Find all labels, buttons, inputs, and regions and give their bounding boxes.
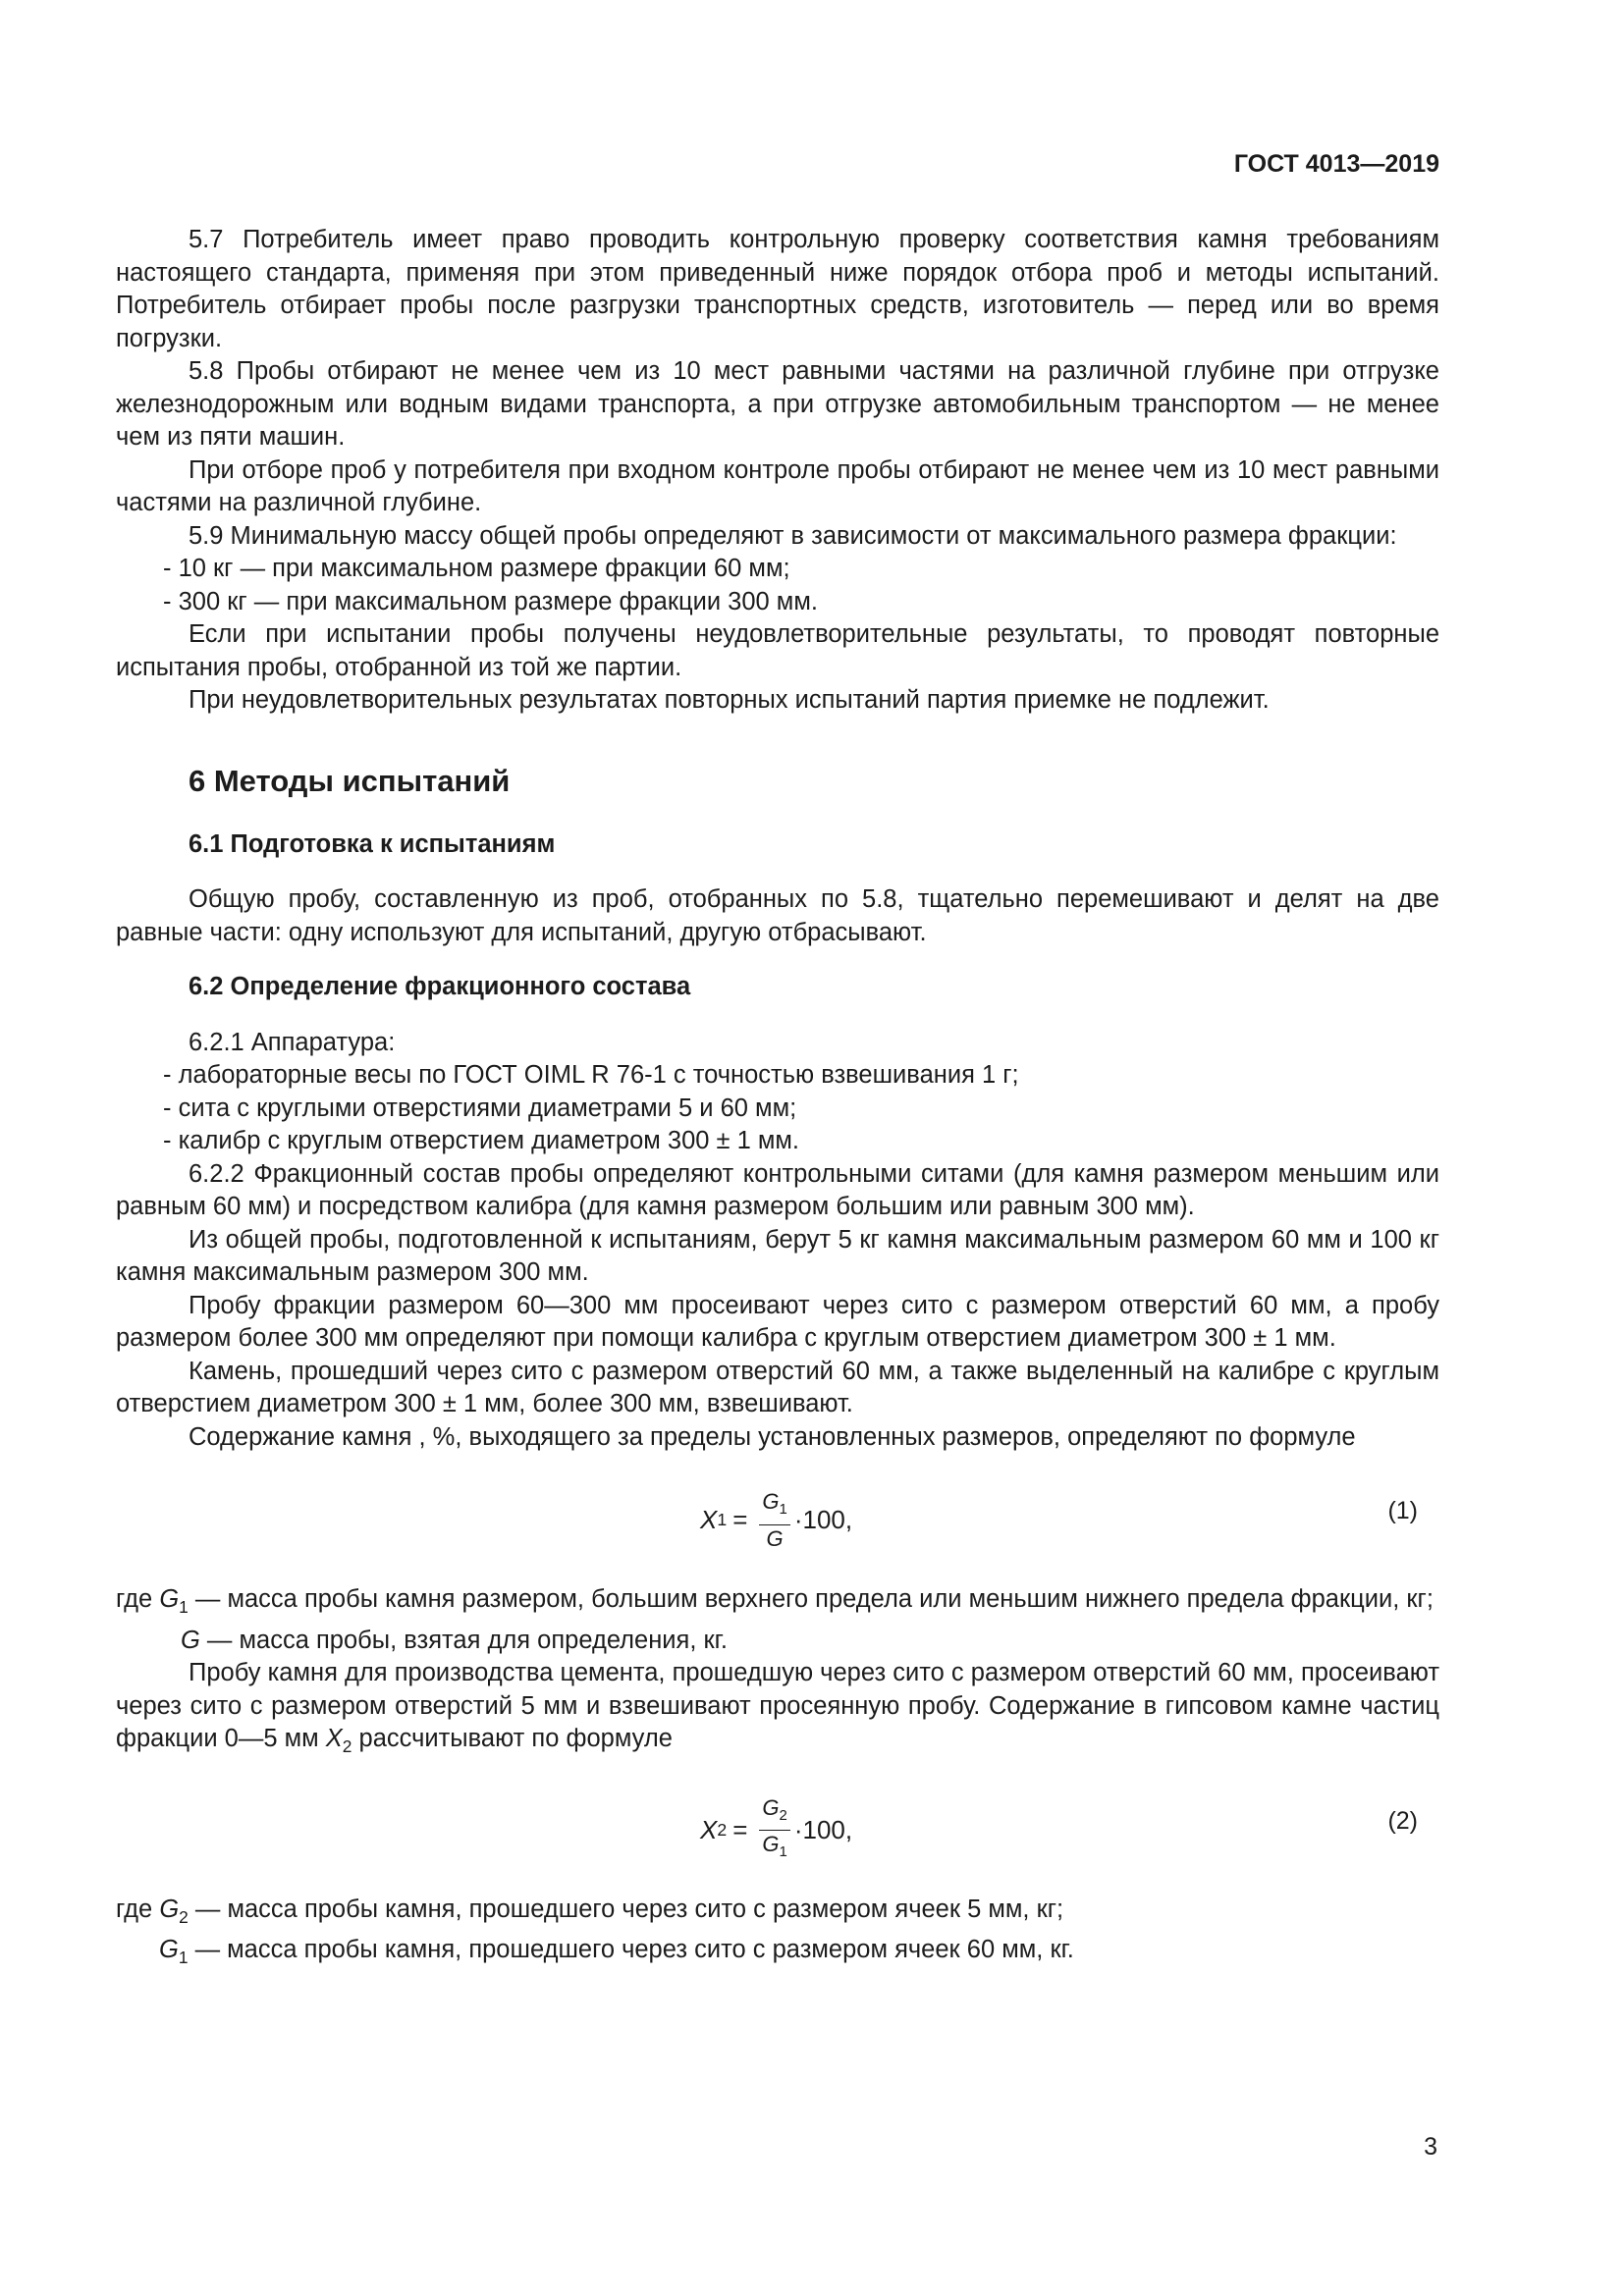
document-code-header: ГОСТ 4013—2019 bbox=[1233, 150, 1439, 178]
equipment-item-scales: - лабораторные весы по ГОСТ OIML R 76-1 с точностью взвешивания 1 г; bbox=[163, 1061, 1019, 1089]
paragraph-5-8-continued: При отборе проб у потребителя при входном контроле пробы отбирают не менее чем из 10 мест равными частями на различной глубине. bbox=[116, 455, 1439, 516]
where-1-text-g1: — масса пробы камня размером, большим верхнего предела или меньшим нижнего предела фракции, кг; bbox=[188, 1585, 1434, 1613]
where-1-var-g2: G bbox=[181, 1626, 200, 1654]
formula-1-where-g bbox=[116, 1625, 1439, 1658]
formula-1-lhs-sub: 1 bbox=[717, 1510, 728, 1530]
formula-1-denominator: G bbox=[766, 1525, 784, 1551]
paragraph-6-2-2-sieving: Пробу фракции размером 60—300 мм просеивают через сито с размером отверстий 60 мм, а пробу размером более 300 мм определяют при помощи калибра с круглым отверстием диаметром 300 ± 1 мм. bbox=[116, 1291, 1439, 1352]
formula-1-num-var: G bbox=[762, 1489, 780, 1515]
where-1-text-g: — масса пробы, взятая для определения, кг. bbox=[199, 1626, 728, 1654]
where-2-text-g1: — масса пробы камня, прошедшего через сито с размером ячеек 60 мм, кг. bbox=[188, 1936, 1074, 1964]
formula-2-fraction bbox=[759, 1795, 789, 1865]
paragraph-5-9-reject: При неудовлетворительных результатах повторных испытаний партия приемке не подлежит. bbox=[189, 686, 1270, 714]
formula-2 bbox=[116, 1793, 1439, 1868]
formula-2-where-g2 bbox=[116, 1894, 1439, 1935]
formula-2-lhs-var: X bbox=[700, 1814, 718, 1844]
formula-2-den-sub: 1 bbox=[779, 1843, 787, 1861]
paragraph-5-9: 5.9 Минимальную массу общей пробы определяют в зависимости от максимального размера фракции: bbox=[189, 521, 1397, 550]
where-2-var-g1: G bbox=[159, 1936, 179, 1964]
formula-1-where-g1 bbox=[116, 1583, 1439, 1625]
formula-2-den-var: G bbox=[762, 1832, 780, 1857]
formula-2-tail: ·100, bbox=[793, 1814, 853, 1844]
where-2-var-g1-sub: 1 bbox=[178, 1948, 189, 1968]
formula-1 bbox=[116, 1483, 1439, 1558]
where-2-var-g: G bbox=[159, 1895, 180, 1923]
cement-paragraph-text: Пробу камня для производства цемента, прошедшую через сито с размером отверстий 60 мм, просеивают через сито с размером отверстий 5 мм и взвешивают просеянную пробу. Содержание в гипсовом камне частиц фракции 0—5 мм bbox=[116, 1659, 1439, 1753]
section-6-heading: 6 Методы испытаний bbox=[189, 763, 511, 798]
list-item-300kg: - 300 кг — при максимальном размере фракции 300 мм. bbox=[163, 587, 818, 615]
formula-1-equals: = bbox=[732, 1505, 748, 1535]
where-1-lead: где bbox=[116, 1585, 160, 1613]
formula-1-fraction bbox=[759, 1489, 789, 1551]
formula-2-where-g1 bbox=[116, 1934, 1439, 1975]
paragraph-6-1: Общую пробу, составленную из проб, отобранных по 5.8, тщательно перемешивают и делят на две равные части: одну используют для испытаний, другую отбрасывают. bbox=[116, 885, 1439, 946]
paragraph-6-2-2-formula-intro: Содержание камня , %, выходящего за пределы установленных размеров, определяют по формуле bbox=[189, 1422, 1356, 1451]
formula-1-numerator bbox=[759, 1489, 789, 1524]
cement-paragraph-tail: рассчитывают по формуле bbox=[352, 1725, 673, 1753]
paragraph-5-9-retest: Если при испытании пробы получены неудовлетворительные результаты, то проводят повторные испытания пробы, отобранной из той же партии. bbox=[116, 620, 1439, 681]
formula-2-lhs-sub: 2 bbox=[717, 1819, 728, 1840]
subsection-6-1-heading: 6.1 Подготовка к испытаниям bbox=[189, 829, 556, 858]
paragraph-6-2-2-weighing: Камень, прошедший через сито с размером отверстий 60 мм, а также выделенный на калибре с круглым отверстием диаметром 300 ± 1 мм, более 300 мм, взвешивают. bbox=[116, 1357, 1439, 1417]
paragraph-cement-sample bbox=[116, 1657, 1439, 1764]
list-item-10kg: - 10 кг — при максимальном размере фракции 60 мм; bbox=[163, 555, 790, 582]
paragraph-6-2-1: 6.2.1 Аппаратура: bbox=[189, 1028, 396, 1056]
formula-2-num-sub: 2 bbox=[779, 1807, 787, 1825]
where-1-var-sub: 1 bbox=[179, 1597, 189, 1618]
cement-paragraph-var-sub: 2 bbox=[342, 1736, 352, 1757]
formula-2-number: (2) bbox=[1387, 1806, 1418, 1835]
equipment-item-caliber: - калибр с круглым отверстием диаметром 300 ± 1 мм. bbox=[163, 1127, 800, 1154]
formula-1-number: (1) bbox=[1387, 1497, 1418, 1524]
formula-2-expression bbox=[700, 1793, 852, 1868]
where-1-var-g: G bbox=[159, 1585, 180, 1613]
formula-2-numerator bbox=[759, 1795, 789, 1831]
formula-2-equals: = bbox=[732, 1814, 748, 1844]
formula-2-denominator bbox=[762, 1831, 786, 1865]
where-2-lead: где bbox=[116, 1895, 160, 1923]
where-2-var-sub: 2 bbox=[179, 1906, 189, 1927]
paragraph-6-2-2: 6.2.2 Фракционный состав пробы определяют контрольными ситами (для камня размером меньшим или равным 60 мм) и посредством калибра (для камня размером большим или равным 300 мм). bbox=[116, 1159, 1439, 1220]
where-2-text-g2: — масса пробы камня, прошедшего через сито с размером ячеек 5 мм, кг; bbox=[188, 1895, 1064, 1923]
subsection-6-2-heading: 6.2 Определение фракционного состава bbox=[189, 973, 691, 1000]
paragraph-5-8: 5.8 Пробы отбирают не менее чем из 10 мест равными частями на различной глубине при отгрузке железнодорожным или водным видами транспорта, а при отгрузке автомобильным транспортом — не менее чем из пяти машин. bbox=[116, 357, 1439, 451]
formula-1-expression bbox=[700, 1483, 852, 1558]
equipment-item-sieves: - сита с круглыми отверстиями диаметрами 5 и 60 мм; bbox=[163, 1094, 797, 1122]
formula-1-lhs-var: X bbox=[700, 1505, 718, 1535]
cement-paragraph-var: X bbox=[325, 1725, 343, 1753]
paragraph-5-7: 5.7 Потребитель имеет право проводить контрольную проверку соответствия камня требованиям настоящего стандарта, применяя при этом приведенный ниже порядок отбора проб и методы испытаний. Потребитель отбирает пробы после разгрузки транспортных средств, изготовитель — перед или во время погрузки. bbox=[116, 226, 1439, 352]
page-content bbox=[116, 224, 1439, 1975]
formula-1-num-sub: 1 bbox=[779, 1501, 787, 1519]
formula-1-tail: ·100, bbox=[793, 1505, 853, 1535]
page-number: 3 bbox=[1424, 2133, 1437, 2161]
formula-2-num-var: G bbox=[762, 1794, 780, 1820]
paragraph-6-2-2-sampling: Из общей пробы, подготовленной к испытаниям, берут 5 кг камня максимальным размером 60 мм и 100 кг камня максимальным размером 300 мм. bbox=[116, 1225, 1439, 1286]
